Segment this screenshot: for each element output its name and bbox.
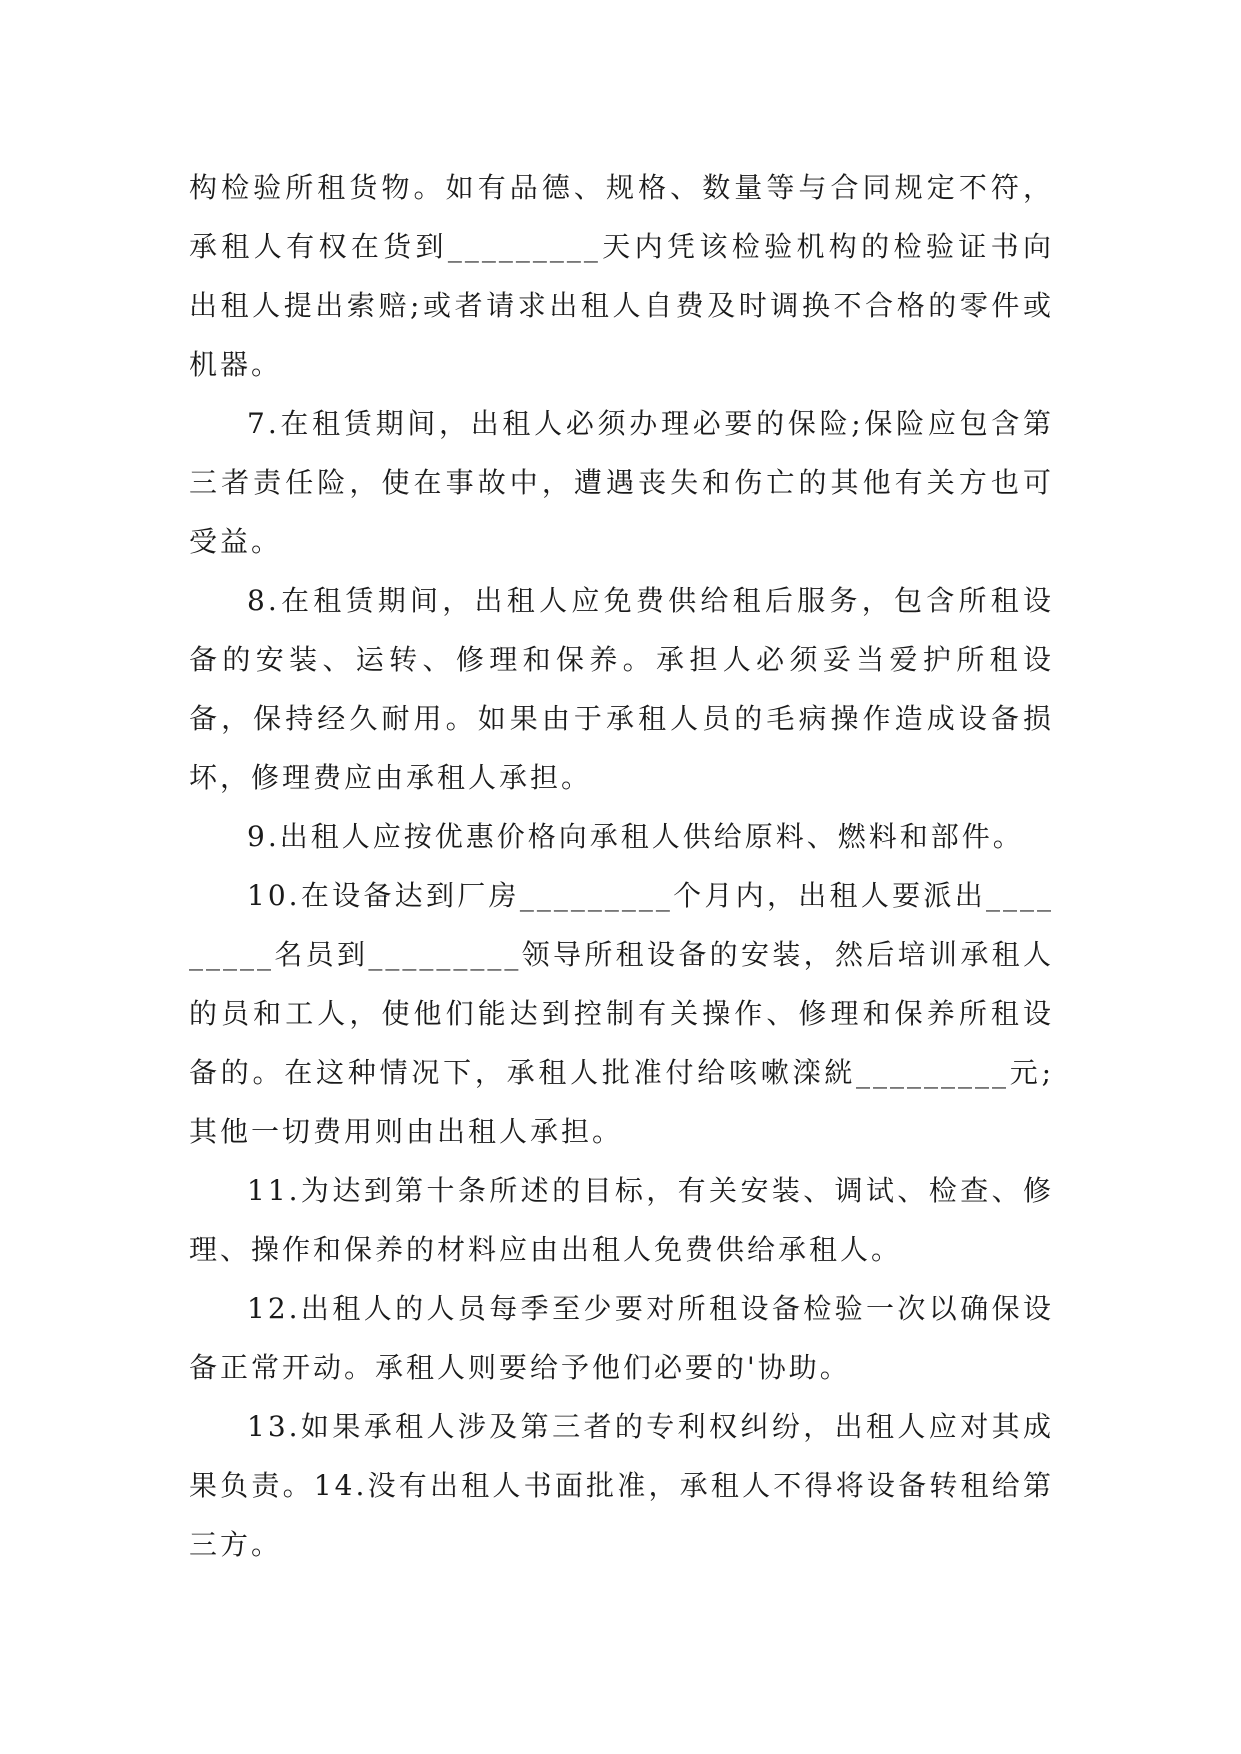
paragraph-clause-10-installation: 10.在设备达到厂房_________个月内，出租人要派出_________名员到_________领导所租设备的安装，然后培训承租人的员和工人，使他们能达到控制有关操作、修理和保养所租设备的。在这种情况下，承租人批准付给咳嗽滦絖_________元;其他一切费用则由出租人承担。	[189, 879, 1054, 1148]
paragraph-clause-13-14-patent-sublease: 13.如果承租人涉及第三者的专利权纠纷，出租人应对其成果负责。14.没有出租人书面批准，承租人不得将设备转租给第三方。	[189, 1410, 1054, 1561]
paragraph-clause-8-service: 8.在租赁期间，出租人应免费供给租后服务，包含所租设备的安装、运转、修理和保养。承担人必须妥当爱护所租设备，保持经久耐用。如果由于承租人员的毛病操作造成设备损坏，修理费应由承租人承担。	[189, 584, 1054, 794]
paragraph-inspection-claim: 构检验所租货物。如有品德、规格、数量等与合同规定不符，承租人有权在货到_________天内凭该检验机构的检验证书向出租人提出索赔;或者请求出租人自费及时调换不合格的零件或机器。	[189, 171, 1054, 381]
paragraph-clause-11-materials: 11.为达到第十条所述的目标，有关安装、调试、检查、修理、操作和保养的材料应由出租人免费供给承租人。	[189, 1174, 1054, 1266]
document-body	[189, 158, 1054, 1574]
paragraph-clause-7-insurance: 7.在租赁期间，出租人必须办理必要的保险;保险应包含第三者责任险，使在事故中，遭遇丧失和伤亡的其他有关方也可受益。	[189, 407, 1054, 558]
paragraph-clause-12-inspection: 12.出租人的人员每季至少要对所租设备检验一次以确保设备正常开动。承租人则要给予他们必要的'协助。	[189, 1292, 1054, 1384]
paragraph-clause-9-supply: 9.出租人应按优惠价格向承租人供给原料、燃料和部件。	[247, 820, 1024, 853]
